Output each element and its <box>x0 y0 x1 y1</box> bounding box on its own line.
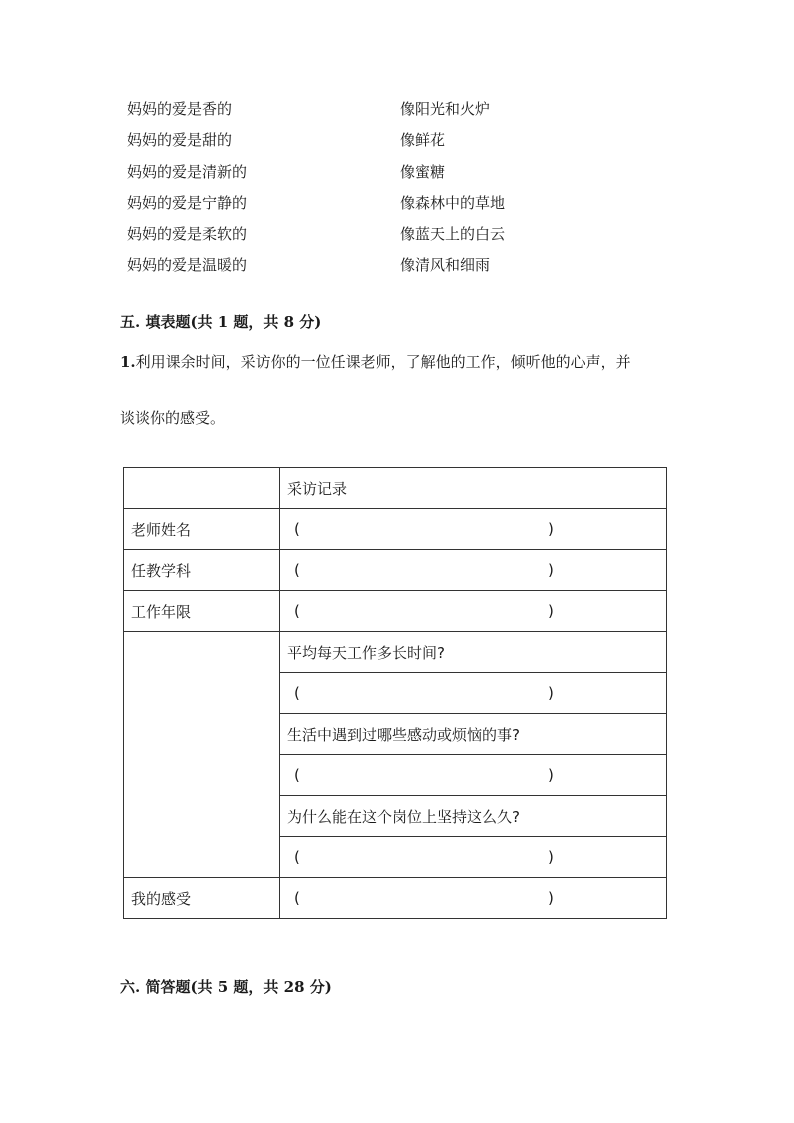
answer-cell[interactable] <box>280 673 667 714</box>
table-row <box>124 509 667 550</box>
matching-right-item: 像蓝天上的白云 <box>400 225 506 243</box>
row-label: 我的感受 <box>124 878 280 919</box>
matching-right-item: 像清风和细雨 <box>400 256 491 274</box>
section-heading: 五. 填表题(共 1 题，共 8 分) <box>120 313 322 331</box>
table-row <box>124 468 667 509</box>
row-label: 任教学科 <box>124 550 280 591</box>
question-line: 利用课余时间，采访你的一位任课老师，了解他的工作，倾听他的心声，并 <box>135 353 631 371</box>
matching-left-item: 妈妈的爱是甜的 <box>127 131 233 149</box>
answer-blank[interactable]: ( ) <box>294 602 554 620</box>
answer-cell[interactable] <box>280 755 667 796</box>
row-label: 工作年限 <box>124 591 280 632</box>
answer-blank[interactable]: ( ) <box>294 684 554 702</box>
matching-right-item: 像鲜花 <box>400 131 446 149</box>
question-number: 1. <box>120 353 136 371</box>
table-cell-empty <box>124 632 280 878</box>
question-text <box>120 351 631 372</box>
table-cell-empty <box>124 468 280 509</box>
matching-left-item: 妈妈的爱是香的 <box>127 100 233 118</box>
answer-cell[interactable] <box>280 837 667 878</box>
interview-table <box>123 467 667 919</box>
answer-cell[interactable] <box>280 878 667 919</box>
matching-left-item: 妈妈的爱是清新的 <box>127 163 248 181</box>
matching-right-item: 像阳光和火炉 <box>400 100 491 118</box>
matching-left-item: 妈妈的爱是宁静的 <box>127 194 248 212</box>
question-line: 谈谈你的感受。 <box>120 409 226 427</box>
table-row <box>124 550 667 591</box>
answer-blank[interactable]: ( ) <box>294 520 554 538</box>
matching-right-item: 像蜜糖 <box>400 163 446 181</box>
table-row <box>124 591 667 632</box>
section-heading: 六. 简答题(共 5 题，共 28 分) <box>120 978 332 996</box>
answer-blank[interactable]: ( ) <box>294 848 554 866</box>
answer-blank[interactable]: ( ) <box>294 889 554 907</box>
table-row <box>124 632 667 673</box>
answer-cell[interactable] <box>280 509 667 550</box>
interview-question: 生活中遇到过哪些感动或烦恼的事? <box>280 714 667 755</box>
answer-cell[interactable] <box>280 550 667 591</box>
answer-cell[interactable] <box>280 591 667 632</box>
matching-left-item: 妈妈的爱是柔软的 <box>127 225 248 243</box>
interview-question: 平均每天工作多长时间? <box>280 632 667 673</box>
answer-blank[interactable]: ( ) <box>294 766 554 784</box>
answer-blank[interactable]: ( ) <box>294 561 554 579</box>
table-header-cell: 采访记录 <box>280 468 667 509</box>
matching-right-item: 像森林中的草地 <box>400 194 506 212</box>
interview-question: 为什么能在这个岗位上坚持这么久? <box>280 796 667 837</box>
table-row <box>124 878 667 919</box>
row-label: 老师姓名 <box>124 509 280 550</box>
matching-left-item: 妈妈的爱是温暖的 <box>127 256 248 274</box>
